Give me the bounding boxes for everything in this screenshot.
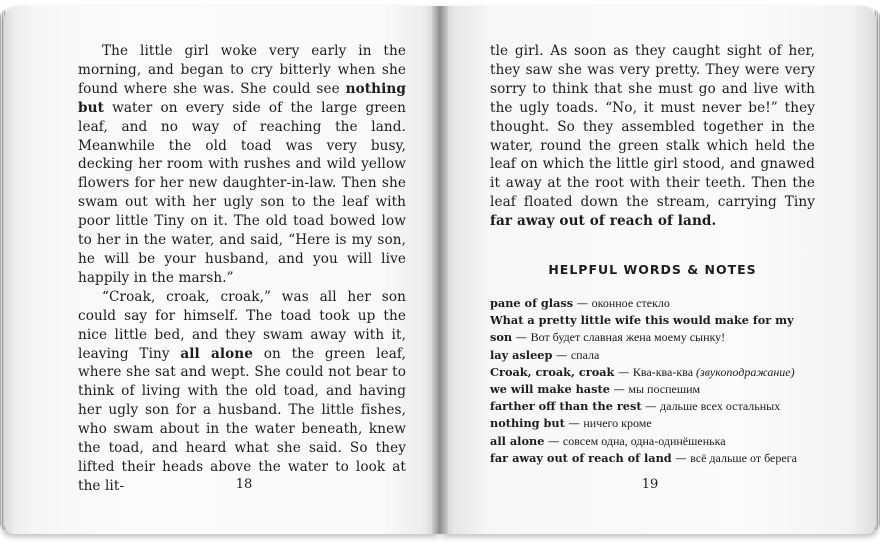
note-item — [490, 312, 815, 346]
note-item — [490, 433, 815, 450]
left-page-number: 18 — [235, 477, 253, 492]
note-dash: — — [564, 417, 584, 431]
text-run: on the green leaf, where she sat and wept. She could not bear to think of living with the old toad, and having her ugly son for a husband. The little fishes, who swam about in the water beneath, knew the toad, and heard what she said. So they lifted their heads above the water to look at the lit- — [78, 345, 406, 494]
note-english: farther off than the rest — [490, 399, 642, 414]
book-gutter — [432, 6, 448, 534]
note-translation: мы поспешим — [628, 382, 701, 397]
note-translation: совсем одна, одна-одинёшенька — [562, 433, 726, 448]
note-dash: — — [671, 451, 691, 465]
note-item — [490, 398, 815, 415]
note-item — [490, 415, 815, 432]
note-item — [490, 295, 815, 312]
note-translation: всё дальше от берега — [690, 450, 797, 465]
note-translation: ничего кроме — [583, 416, 652, 431]
right-page-text — [490, 42, 815, 231]
note-english: nothing but — [490, 416, 565, 431]
text-run: tle girl. As soon as they caught sight of her, they saw she was very pretty. They were very sorry to think that she must go and live with the ugly toads. “No, it must never be!” they thought. So they assembled together in the water, round the green stalk which held the leaf on which the little girl stood, and gnawed it away at the root with their teeth. Then the leaf floated down the stream, carrying Tiny — [490, 43, 815, 211]
note-translation: дальше всех остальных — [660, 399, 781, 414]
note-item — [490, 450, 815, 467]
bold-phrase: all alone — [180, 345, 254, 362]
right_page-paragraph — [490, 42, 815, 231]
left-page-text — [78, 42, 406, 496]
notes-title: HELPFUL WORDS & NOTES — [548, 262, 757, 277]
note-english: all alone — [490, 433, 545, 448]
left_page-paragraph — [78, 288, 406, 496]
note-dash: — — [552, 348, 571, 362]
note-translation: Ква-ква-ква — [632, 364, 694, 379]
note-english: pane of glass — [490, 296, 574, 310]
note-translation: Вот будет славная жена моему сынку! — [530, 330, 726, 345]
note-item — [490, 364, 815, 381]
left_page-paragraph — [78, 42, 406, 288]
note-dash: — — [614, 365, 633, 379]
note-english: What a pretty little wife this would make for my son — [490, 313, 794, 345]
left-page — [4, 6, 440, 534]
helpful-notes-list — [490, 295, 815, 467]
note-english: lay asleep — [490, 347, 553, 362]
note-dash: — — [573, 297, 592, 310]
note-english: far away out of reach of land — [490, 450, 672, 465]
note-translation: оконное стекло — [591, 296, 670, 310]
note-dash: — — [609, 383, 629, 397]
note-dash: — — [512, 331, 531, 345]
note-item — [490, 347, 815, 364]
text-run: water on every side of the large green leaf, and no way of reaching the land. Meanwhile the old toad was very busy, decking her room with rushes and wild yellow flowers for her new daughter-in-law. Then she swam out with her ugly son to the leaf with poor little Tiny on it. The old toad bowed low to her in the water, and said, “Here is my son, he will be your husband, and you will live happily in the marsh.” — [78, 99, 406, 286]
note-english: we will make haste — [490, 382, 610, 397]
note-comment: (звукоподражание) — [693, 364, 795, 379]
right-page-number: 19 — [641, 477, 659, 492]
bold-phrase: far away out of reach of land. — [490, 213, 717, 230]
note-dash: — — [544, 434, 563, 448]
text-run: The little girl woke very early in the morning, and began to cry bitterly when she found where she was. She could see — [78, 43, 406, 97]
note-item — [490, 381, 815, 398]
note-english: Croak, croak, croak — [490, 364, 615, 379]
right-page — [440, 6, 876, 534]
text-run: “Croak, croak, croak,” was all her son could say for himself. The toad took up the nice little bed, and they swam away with it, leaving Tiny — [78, 288, 406, 362]
bold-phrase: nothing but — [78, 80, 406, 116]
note-dash: — — [641, 400, 661, 414]
note-translation: спала — [570, 347, 600, 362]
